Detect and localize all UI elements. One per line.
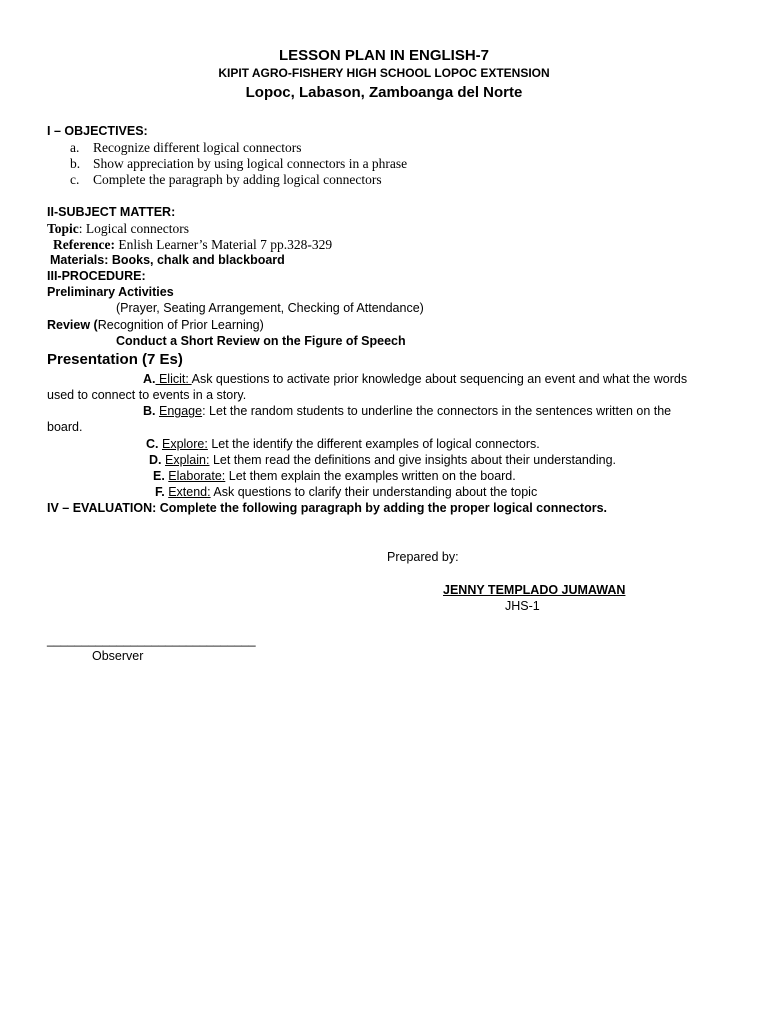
topic-line bbox=[47, 221, 189, 236]
observer-signature-line: ______________________________ bbox=[47, 633, 256, 647]
step-elicit-continuation: used to connect to events in a story. bbox=[47, 388, 247, 402]
step-letter: D. bbox=[149, 453, 162, 467]
list-marker: a. bbox=[70, 140, 80, 155]
step-engage-continuation: board. bbox=[47, 420, 83, 434]
objective-item: Show appreciation by using logical connectors in a phrase bbox=[93, 156, 408, 171]
observer-label: Observer bbox=[92, 649, 144, 663]
step-label: Explore: bbox=[161, 437, 208, 451]
topic-label: Topic bbox=[47, 221, 79, 236]
objective-item: Recognize different logical connectors bbox=[93, 140, 302, 155]
step-elaborate bbox=[153, 469, 516, 484]
step-letter: B. bbox=[143, 404, 156, 418]
procedure-heading: III-PROCEDURE: bbox=[47, 269, 146, 283]
review-prefix: Review ( bbox=[47, 318, 98, 332]
step-extend bbox=[155, 485, 537, 500]
step-letter: E. bbox=[153, 469, 165, 483]
preliminary-detail: (Prayer, Seating Arrangement, Checking of Attendance) bbox=[116, 301, 424, 315]
review-rest: Recognition of Prior Learning) bbox=[97, 318, 264, 332]
step-letter: F. bbox=[155, 485, 165, 499]
step-text: Let them read the definitions and give insights about their understanding. bbox=[209, 453, 616, 467]
step-letter: A. bbox=[143, 372, 156, 386]
step-text: Ask questions to activate prior knowledge about sequencing an event and what the words bbox=[191, 372, 688, 386]
review-detail: Conduct a Short Review on the Figure of Speech bbox=[116, 334, 406, 348]
document-title: LESSON PLAN IN ENGLISH-7 bbox=[278, 47, 490, 64]
step-label: Explain: bbox=[164, 453, 210, 467]
list-marker: c. bbox=[70, 172, 80, 187]
topic-value: : Logical connectors bbox=[78, 221, 189, 236]
school-name: KIPIT AGRO-FISHERY HIGH SCHOOL LOPOC EXTENSION bbox=[218, 66, 550, 80]
preparer-name: JENNY TEMPLADO JUMAWAN bbox=[443, 583, 626, 597]
step-text: : Let the random students to underline the connectors in the sentences written on the bbox=[202, 404, 672, 418]
step-explain bbox=[149, 453, 616, 468]
reference-value: Enlish Learner’s Material 7 pp.328-329 bbox=[114, 237, 333, 252]
step-letter: C. bbox=[146, 437, 159, 451]
presentation-heading: Presentation (7 Es) bbox=[47, 351, 183, 368]
step-label: Elicit: bbox=[155, 372, 192, 386]
step-label: Elaborate: bbox=[168, 469, 226, 483]
preliminary-heading: Preliminary Activities bbox=[47, 285, 174, 299]
prepared-by-label: Prepared by: bbox=[387, 550, 459, 564]
preparer-position: JHS-1 bbox=[505, 599, 540, 613]
step-elicit bbox=[143, 372, 687, 387]
step-label: Extend: bbox=[168, 485, 211, 499]
step-text: Let them explain the examples written on the board. bbox=[225, 469, 516, 483]
reference-label: Reference: bbox=[53, 237, 115, 252]
evaluation-line: IV – EVALUATION: Complete the following paragraph by adding the proper logical connectors. bbox=[47, 501, 608, 515]
objectives-heading: I – OBJECTIVES: bbox=[47, 124, 148, 138]
subject-matter-heading: II-SUBJECT MATTER: bbox=[47, 205, 176, 219]
materials-line: Materials: Books, chalk and blackboard bbox=[50, 253, 285, 267]
list-marker: b. bbox=[70, 156, 81, 171]
step-engage bbox=[143, 404, 671, 419]
school-location: Lopoc, Labason, Zamboanga del Norte bbox=[245, 84, 523, 101]
reference-line bbox=[53, 237, 332, 252]
objective-item: Complete the paragraph by adding logical connectors bbox=[93, 172, 382, 187]
step-text: Ask questions to clarify their understanding about the topic bbox=[210, 485, 538, 499]
review-line bbox=[47, 318, 264, 333]
step-explore bbox=[146, 437, 540, 452]
step-text: Let the identify the different examples of logical connectors. bbox=[207, 437, 540, 451]
step-label: Engage bbox=[158, 404, 203, 418]
